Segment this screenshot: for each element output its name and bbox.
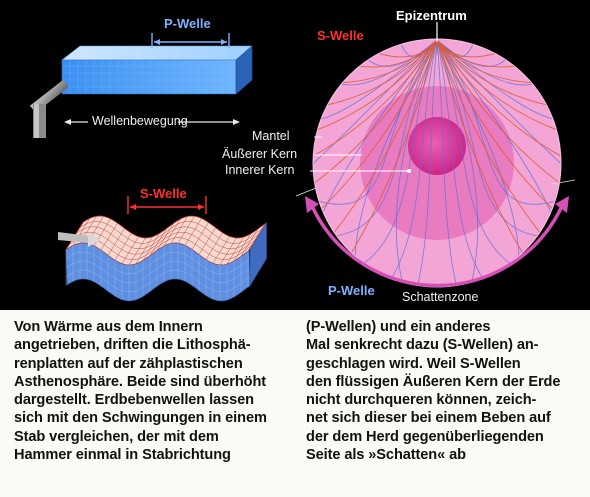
caption-line: angetrieben, driften die Lithosphä- (14, 337, 251, 354)
shadow-zone-label: Schattenzone (402, 290, 479, 304)
caption-line: sich mit den Schwingungen in einem (14, 410, 267, 427)
earth-cross-section (313, 39, 561, 287)
caption-line: Seite als »Schatten« ab (306, 447, 466, 464)
caption-line: der dem Herd gegenüberliegenden (306, 428, 544, 445)
caption-line: dargestellt. Erdbebenwellen lassen (14, 392, 254, 409)
caption-line: nicht durchqueren können, zeich- (306, 392, 537, 409)
wave-motion-label: Wellenbewegung (92, 114, 188, 128)
caption-line: Von Wärme aus dem Innern (14, 319, 203, 335)
caption-line: (P-Wellen) und ein anderes (306, 319, 491, 335)
hammer-icon (30, 80, 69, 138)
s-wave-label: S-Welle (140, 186, 187, 201)
epicenter-label: Epizentrum (396, 8, 467, 23)
caption-line: geschlagen wird. Weil S-Wellen (306, 355, 521, 372)
p-wave-globe-label: P-Welle (328, 283, 375, 298)
caption-right-column (306, 318, 560, 464)
mantle-label: Mantel (252, 129, 290, 143)
s-wave-block (66, 216, 267, 301)
s-wave-globe-label: S-Welle (317, 28, 364, 43)
inner-core-layer (408, 117, 466, 175)
caption-line: Asthenosphäre. Beide sind überhöht (14, 373, 267, 390)
outer-core-label: Äußerer Kern (222, 147, 298, 161)
caption-line: Mal senkrecht dazu (S-Wellen) an- (306, 337, 539, 354)
caption-line: Stab vergleichen, der mit dem (14, 428, 219, 445)
inner-core-label: Innerer Kern (225, 163, 295, 177)
caption-left-column (14, 318, 267, 464)
p-wave-bar (62, 46, 252, 94)
caption-line: renplatten auf der zähplastischen (14, 355, 243, 372)
caption-line: Hammer einmal in Stabrichtung (14, 447, 231, 464)
p-wave-label: P-Welle (164, 16, 211, 31)
caption-line: den flüssigen Äußeren Kern der Erde (306, 373, 561, 390)
caption-line: net sich dieser bei einem Beben auf (306, 410, 551, 427)
